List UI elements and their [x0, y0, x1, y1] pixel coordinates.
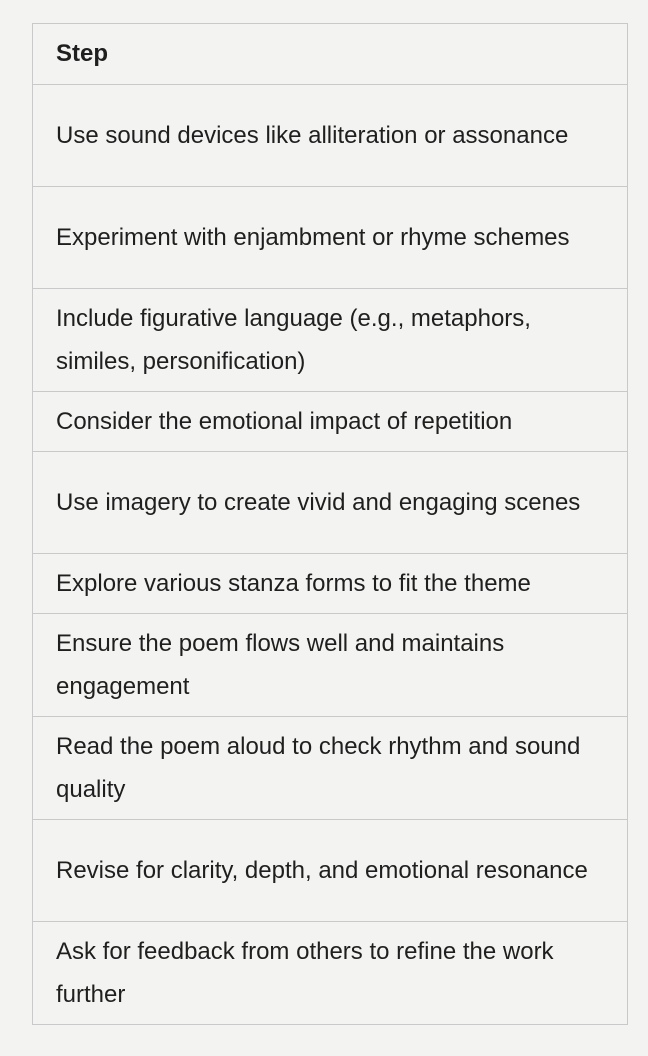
table-cell: Ensure the poem flows well and maintains engagement	[33, 614, 628, 717]
steps-table	[32, 23, 628, 1025]
table-row	[33, 187, 628, 289]
table-row	[33, 820, 628, 922]
table-row	[33, 392, 628, 452]
header-row	[33, 24, 628, 85]
column-header-step: Step	[33, 24, 628, 85]
table-row	[33, 717, 628, 820]
table-row	[33, 289, 628, 392]
table-row	[33, 85, 628, 187]
table-row	[33, 922, 628, 1025]
table-cell: Include figurative language (e.g., metaphors, similes, personification)	[33, 289, 628, 392]
table-cell: Revise for clarity, depth, and emotional resonance	[33, 820, 628, 922]
table-cell: Explore various stanza forms to fit the theme	[33, 554, 628, 614]
table-row	[33, 614, 628, 717]
steps-table-container	[32, 23, 628, 1025]
table-body	[33, 85, 628, 1025]
table-row	[33, 452, 628, 554]
table-cell: Read the poem aloud to check rhythm and sound quality	[33, 717, 628, 820]
table-cell: Use imagery to create vivid and engaging scenes	[33, 452, 628, 554]
table-cell: Ask for feedback from others to refine the work further	[33, 922, 628, 1025]
table-row	[33, 554, 628, 614]
table-cell: Experiment with enjambment or rhyme schemes	[33, 187, 628, 289]
table-header	[33, 24, 628, 85]
table-cell: Consider the emotional impact of repetition	[33, 392, 628, 452]
table-cell: Use sound devices like alliteration or assonance	[33, 85, 628, 187]
